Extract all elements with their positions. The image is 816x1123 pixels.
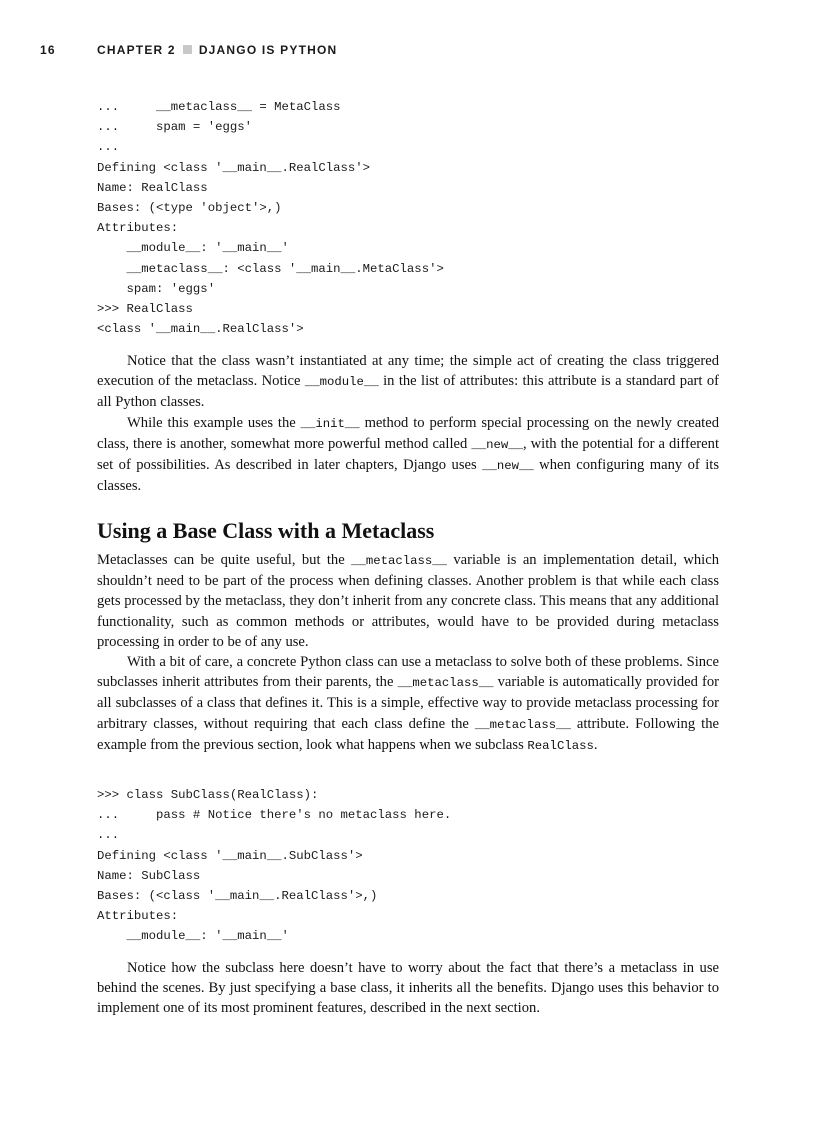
inline-code: RealClass bbox=[527, 738, 594, 753]
inline-code: __init__ bbox=[300, 416, 360, 431]
body-text-block-1 bbox=[97, 351, 719, 496]
code-line: __metaclass__: <class '__main__.MetaClass'> bbox=[97, 261, 444, 276]
code-line: ... pass # Notice there's no metaclass here. bbox=[97, 808, 452, 823]
paragraph-text: While this example uses the bbox=[127, 414, 301, 431]
separator-square-icon bbox=[183, 45, 192, 54]
paragraph-text: variable is automatically provided for all subclasses of a class that defines it. This is a simple, effective way to provide metaclass processing for arbitrary classes, without requiring that each class define the bbox=[97, 674, 719, 732]
chapter-title: DJANGO IS PYTHON bbox=[198, 43, 338, 57]
paragraph-text: , with the potential for a different set of possibilities. As described in later chapters, Django uses bbox=[97, 435, 719, 474]
code-block-metaclass-output bbox=[97, 97, 444, 339]
paragraph bbox=[97, 550, 719, 652]
body-text-block-3 bbox=[97, 958, 719, 1019]
code-line: ... __metaclass__ = MetaClass bbox=[97, 100, 341, 114]
paragraph bbox=[97, 351, 719, 413]
code-line: Name: RealClass bbox=[97, 180, 208, 195]
code-line: __module__: '__main__' bbox=[97, 929, 289, 944]
paragraph-text: in the list of attributes: this attribute is a standard part of all Python classes. bbox=[97, 373, 720, 411]
inline-code: __new__ bbox=[471, 437, 523, 452]
code-line: Name: SubClass bbox=[97, 868, 201, 883]
page-number: 16 bbox=[40, 43, 56, 57]
inline-code: __module__ bbox=[304, 375, 379, 390]
chapter-label: CHAPTER 2 bbox=[97, 43, 176, 57]
code-line: Defining <class '__main__.SubClass'> bbox=[97, 848, 363, 863]
paragraph-text: variable is an implementation detail, which shouldn’t need to be part of the process when defining classes. Another problem is that while each class gets processed by the metaclass, they don’t inherit from any concrete class. This means that any additional functionality, such as common methods or attributes, would have to be provided during metaclass processing in order to be of any use. bbox=[97, 552, 720, 650]
paragraph-text: when configuring many of its classes. bbox=[97, 457, 720, 495]
inline-code: __new__ bbox=[482, 459, 534, 474]
code-line: ... spam = 'eggs' bbox=[97, 120, 252, 135]
code-line: Attributes: bbox=[97, 909, 179, 924]
paragraph: Notice how the subclass here doesn’t have to worry about the fact that there’s a metaclass in use behind the scenes. By just specifying a base class, it inherits all the benefits. Django uses this behavior to implement one of its most prominent features, described in the next section. bbox=[97, 960, 719, 1017]
paragraph-text: Notice that the class wasn’t instantiated at any time; the simple act of creating the class triggered execution of the metaclass. Notice bbox=[97, 353, 719, 390]
code-line: ... bbox=[97, 828, 120, 843]
paragraph bbox=[97, 652, 719, 756]
code-line: Attributes: bbox=[97, 221, 179, 236]
code-line: >>> RealClass bbox=[97, 301, 193, 316]
code-line: <class '__main__.RealClass'> bbox=[97, 322, 304, 337]
inline-code: __metaclass__ bbox=[474, 717, 571, 732]
body-text-block-2 bbox=[97, 550, 719, 756]
code-line: >>> class SubClass(RealClass): bbox=[97, 788, 319, 802]
paragraph bbox=[97, 413, 719, 497]
code-line: spam: 'eggs' bbox=[97, 281, 216, 296]
section-heading: Using a Base Class with a Metaclass bbox=[97, 518, 435, 543]
inline-code: __metaclass__ bbox=[397, 676, 494, 691]
paragraph-text: With a bit of care, a concrete Python class can use a metaclass to solve both of these problems. Since subclasses inherit attributes from their parents, the bbox=[97, 654, 719, 691]
code-line: Defining <class '__main__.RealClass'> bbox=[97, 160, 371, 175]
code-line: __module__: '__main__' bbox=[97, 241, 289, 256]
inline-code: __metaclass__ bbox=[351, 554, 447, 568]
chapter-heading bbox=[97, 43, 337, 57]
paragraph-text: method to perform special processing on the newly created class, there is another, somewhat more powerful method called bbox=[97, 414, 719, 452]
code-line: Bases: (<class '__main__.RealClass'>,) bbox=[97, 888, 378, 903]
code-line: ... bbox=[97, 140, 120, 155]
code-line: Bases: (<type 'object'>,) bbox=[97, 200, 282, 215]
paragraph-text: Metaclasses can be quite useful, but the bbox=[97, 552, 352, 568]
code-block-subclass-output bbox=[97, 785, 451, 947]
paragraph-text: . bbox=[593, 736, 598, 753]
running-header bbox=[40, 43, 776, 59]
paragraph-text: attribute. Following the example from the previous section, look what happens when we subclass bbox=[97, 715, 719, 753]
